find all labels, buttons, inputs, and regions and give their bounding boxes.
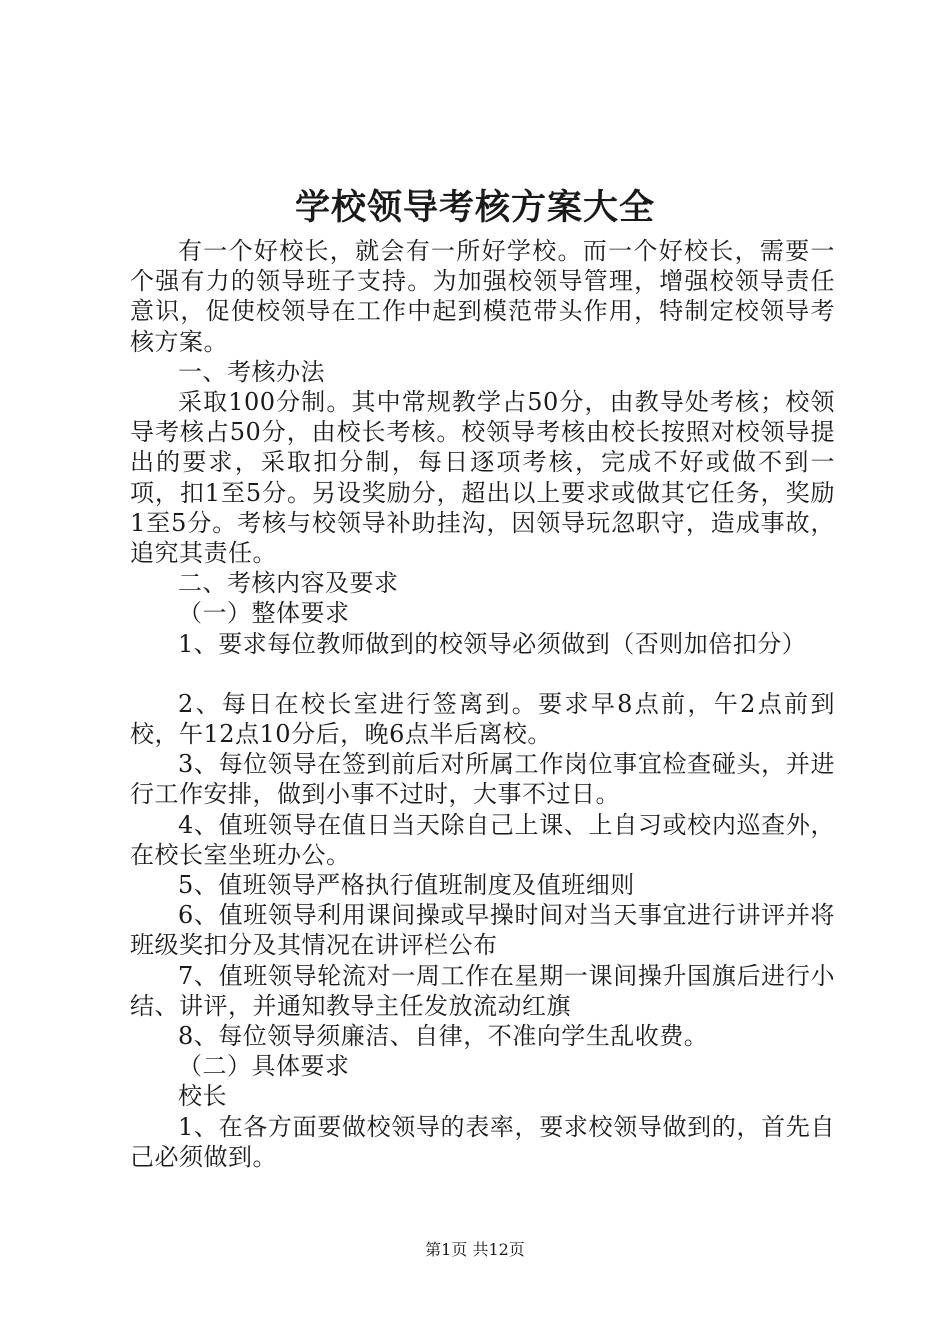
principal-item-1: 1、在各方面要做校领导的表率，要求校领导做到的，首先自己必须做到。: [130, 1112, 835, 1171]
document-body: [130, 236, 835, 1172]
subsection-heading-overall: （一）整体要求: [178, 599, 350, 628]
document-title: 学校领导考核方案大全: [294, 187, 655, 228]
section-heading-content: 二、考核内容及要求: [178, 569, 399, 598]
list-item-1: 1、要求每位教师做到的校领导必须做到（否则加倍扣分）: [178, 629, 807, 658]
list-item-6: 6、值班领导利用课间操或早操时间对当天事宜进行讲评并将班级奖扣分及其情况在讲评栏公布: [130, 901, 835, 960]
list-item-3: 3、每位领导在签到前后对所属工作岗位事宜检查碰头，并进行工作安排，做到小事不过时，大事不过日。: [130, 750, 835, 809]
list-item-7: 7、值班领导轮流对一周工作在星期一课间操升国旗后进行小结、讲评，并通知教导主任发放流动红旗: [130, 961, 835, 1020]
list-item-5: 5、值班领导严格执行值班制度及值班细则: [178, 871, 635, 900]
intro-paragraph: 有一个好校长，就会有一所好学校。而一个好校长，需要一个强有力的领导班子支持。为加强校领导管理，增强校领导责任意识，促使校领导在工作中起到模范带头作用，特制定校领导考核方案。: [130, 237, 835, 356]
paragraph-gap: [130, 659, 835, 689]
method-paragraph: 采取100分制。其中常规教学占50分，由教导处考核；校领导考核占50分，由校长考核。校领导考核由校长按照对校领导提出的要求，采取扣分制，每日逐项考核，完成不好或做不到一项，扣1至5分。另设奖励分，超出以上要求或做其它任务，奖励1至5分。考核与校领导补助挂沟，因领导玩忽职守，造成事故，追究其责任。: [130, 388, 835, 568]
list-item-2: 2、每日在校长室进行签离到。要求早8点前，午2点前到校，午12点10分后，晚6点半后离校。: [130, 689, 835, 749]
section-heading-method: 一、考核办法: [178, 357, 325, 386]
role-heading-principal: 校长: [178, 1082, 227, 1111]
page-footer: 第1页 共12页: [425, 1240, 525, 1259]
list-item-4: 4、值班领导在值日当天除自己上课、上自习或校内巡查外，在校长室坐班办公。: [130, 810, 835, 869]
subsection-heading-specific: （二）具体要求: [178, 1052, 350, 1081]
list-item-8: 8、每位领导须廉洁、自律，不准向学生乱收费。: [178, 1022, 709, 1051]
